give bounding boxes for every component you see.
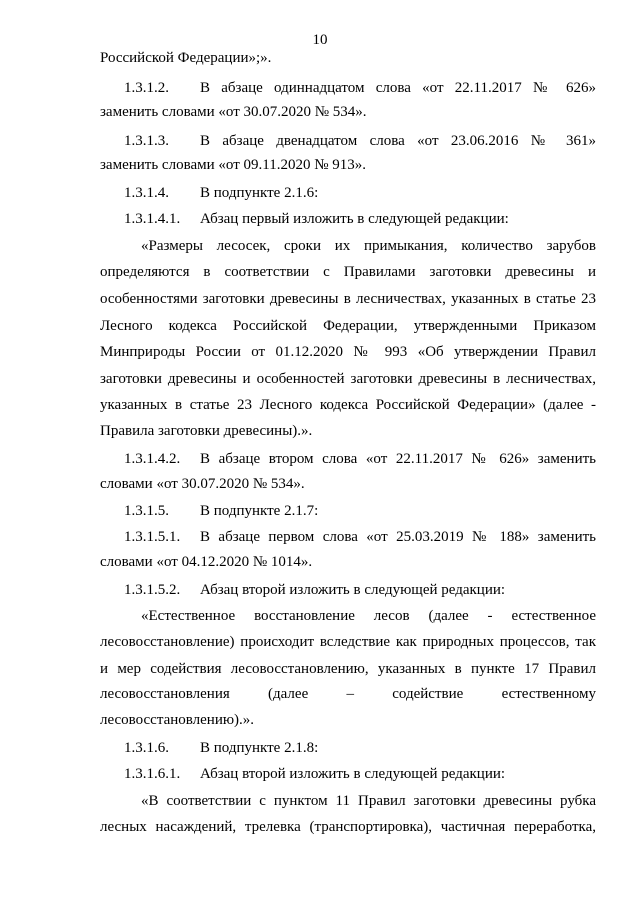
item-text: Абзац первый изложить в следующей редакции: — [200, 211, 509, 227]
item-number: 1.3.1.6. — [124, 740, 169, 756]
quote-line: «Естественное восстановление лесов (далее - естественное — [141, 608, 596, 624]
item-number: 1.3.1.2. — [124, 80, 169, 96]
list-item — [124, 764, 596, 784]
list-item — [124, 501, 596, 521]
item-number: 1.3.1.4.1. — [124, 211, 181, 227]
text-line: лесовосстановлению).». — [100, 712, 255, 728]
item-text: В подпункте 2.1.8: — [200, 740, 319, 756]
text-line: определяются в соответствии с Правилами заготовки древесины и — [100, 264, 596, 280]
quote-line: «Размеры лесосек, сроки их примыкания, количество зарубов — [141, 238, 596, 254]
quote-line: «В соответствии с пунктом 11 Правил заготовки древесины рубка — [141, 793, 596, 809]
item-number: 1.3.1.5.2. — [124, 582, 181, 598]
text-line: заготовки древесины и особенностей заготовки древесины в лесничествах, — [100, 371, 596, 387]
item-number: 1.3.1.6.1. — [124, 766, 181, 782]
text-line: и мер содействия лесовосстановлению, указанных в пункте 17 Правил — [100, 661, 596, 677]
word: содействие — [392, 686, 464, 702]
text-line: Правила заготовки древесины).». — [100, 423, 313, 439]
item-number: 1.3.1.4.2. — [124, 451, 181, 467]
list-item — [124, 738, 596, 758]
item-number: 1.3.1.5. — [124, 503, 169, 519]
list-item — [124, 78, 596, 98]
text-line-spaced — [100, 684, 596, 704]
item-text: Абзац второй изложить в следующей редакции: — [200, 582, 506, 598]
list-item — [124, 131, 596, 151]
word: – — [346, 686, 354, 702]
text-line: Российской Федерации»;». — [100, 50, 272, 66]
item-text: В подпункте 2.1.7: — [200, 503, 319, 519]
item-text: В подпункте 2.1.6: — [200, 185, 319, 201]
list-item — [124, 183, 596, 203]
word: лесовосстановления — [100, 686, 230, 702]
item-number: 1.3.1.4. — [124, 185, 169, 201]
item-text: В абзаце втором слова «от 22.11.2017 № 626» заменить — [200, 451, 596, 467]
word: естественному — [501, 686, 596, 702]
list-item — [124, 209, 596, 229]
text-line: заменить словами «от 09.11.2020 № 913». — [100, 157, 367, 173]
word: (далее — [268, 686, 309, 702]
text-line: Минприроды России от 01.12.2020 № 993 «Об утверждении Правил — [100, 344, 596, 360]
item-text: Абзац второй изложить в следующей редакции: — [200, 766, 506, 782]
list-item — [124, 527, 596, 547]
text-line: словами «от 04.12.2020 № 1014». — [100, 554, 313, 570]
item-text: В абзаце двенадцатом слова «от 23.06.2016 № 361» — [200, 133, 596, 149]
text-line: заменить словами «от 30.07.2020 № 534». — [100, 104, 367, 120]
text-line: особенностями заготовки древесины в лесничествах, указанных в статье 23 — [100, 291, 596, 307]
text-line: лесовосстановление) происходит вследствие как природных процессов, так — [100, 634, 596, 650]
text-line: указанных в статье 23 Лесного кодекса Российской Федерации» (далее - — [100, 397, 596, 413]
list-item — [124, 449, 596, 469]
item-number: 1.3.1.3. — [124, 133, 169, 149]
text-line: лесных насаждений, трелевка (транспортировка), частичная переработка, — [100, 819, 596, 835]
item-number: 1.3.1.5.1. — [124, 529, 181, 545]
page-number: 10 — [312, 32, 328, 48]
text-line: Лесного кодекса Российской Федерации, утвержденными Приказом — [100, 318, 596, 334]
item-text: В абзаце первом слова «от 25.03.2019 № 188» заменить — [200, 529, 596, 545]
list-item — [124, 580, 596, 600]
item-text: В абзаце одиннадцатом слова «от 22.11.2017 № 626» — [200, 80, 596, 96]
text-line: словами «от 30.07.2020 № 534». — [100, 476, 305, 492]
